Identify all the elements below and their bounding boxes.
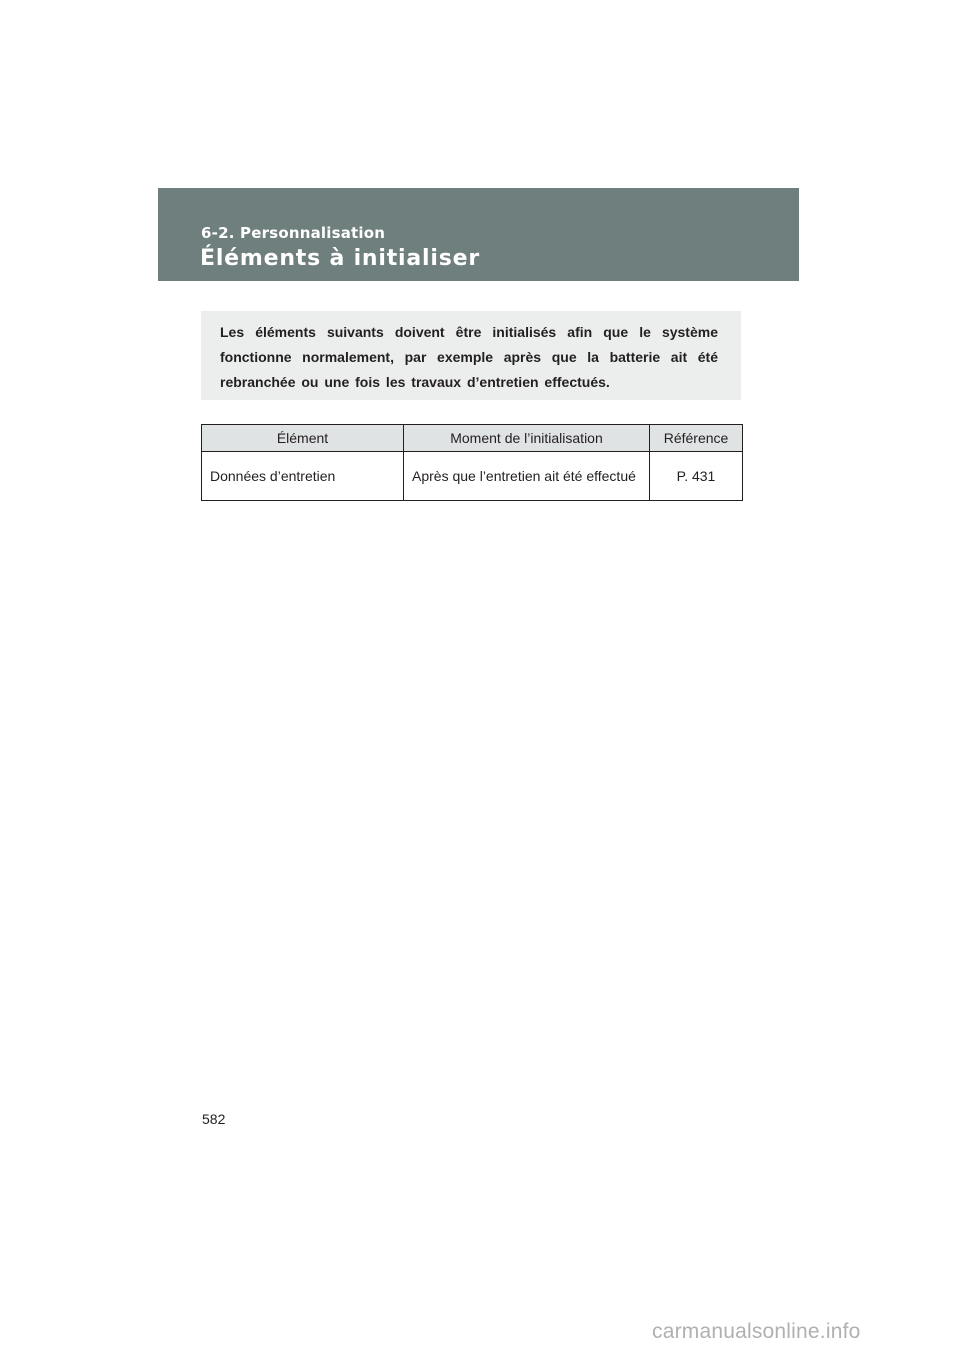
table-header-row [202,425,743,452]
intro-box [201,311,741,400]
page-number: 582 [202,1111,226,1127]
table-cell-timing: Après que l’entretien ait été effectué [404,452,650,501]
column-header-timing: Moment de l’initialisation [404,425,650,452]
table-cell-reference: P. 431 [650,452,743,501]
table-cell-item: Données d’entretien [202,452,404,501]
page-title: Éléments à initialiser [200,246,480,271]
table-row [202,452,743,501]
intro-text: Les éléments suivants doivent être initialisés afin que le système fonctionne normalement, par exemple après que la batterie ait été rebranchée ou une fois les travaux d’entretien effectués. [220,324,718,390]
initialization-table [201,424,743,501]
column-header-item: Élément [202,425,404,452]
section-header-band [158,188,799,281]
column-header-reference: Référence [650,425,743,452]
watermark: carmanualsonline.info [652,1320,861,1343]
section-label: 6-2. Personnalisation [201,224,386,242]
